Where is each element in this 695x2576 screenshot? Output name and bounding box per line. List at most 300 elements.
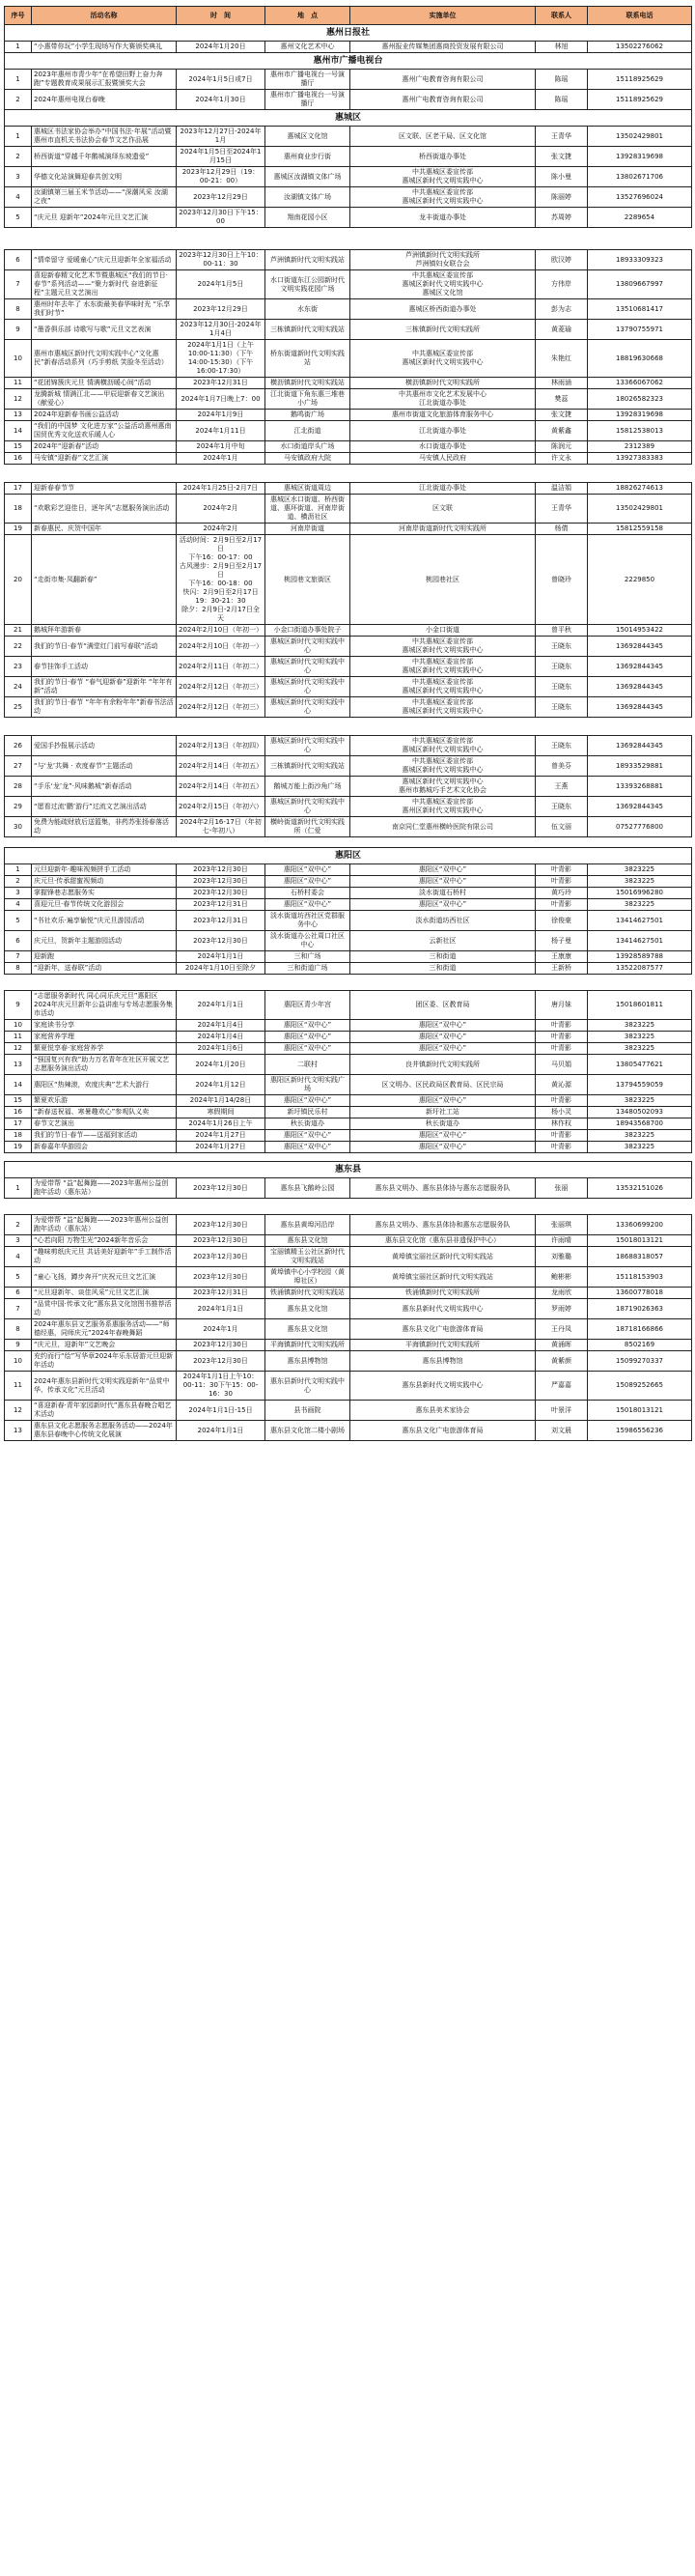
- activity-time: 2024年1月1日: [177, 991, 265, 1020]
- contact-person: 黄沁源: [536, 1075, 588, 1095]
- activity-time: 2023年12月30日-2024年1月4日: [177, 320, 265, 340]
- contact-person: 黄巧玲: [536, 888, 588, 899]
- row-no: 15: [5, 1095, 32, 1107]
- activity-name: 桥西街道“穿越千年鹅城演绎东坡遗爱”: [32, 147, 177, 167]
- organizer: 中共惠城区委宣传部 惠州区新时代文明实践中心: [350, 797, 536, 817]
- activity-name: 惠州时年去年了 水东街最美春华味时光 “乐享我们时节”: [32, 299, 177, 320]
- row-no: 1: [5, 70, 32, 90]
- table-row: [5, 90, 692, 110]
- organizer: 江北街道办事处: [350, 421, 536, 441]
- contact-phone: 18819630668: [588, 340, 692, 378]
- activity-time: 2023年12月30日: [177, 1215, 265, 1235]
- table-row: [5, 1340, 692, 1351]
- contact-phone: 15018013121: [588, 1235, 692, 1247]
- row-no: 4: [5, 187, 32, 208]
- activity-time: 2024年1月20日: [177, 1055, 265, 1075]
- activity-time: 2024年1月11日: [177, 421, 265, 441]
- contact-phone: 2312389: [588, 441, 692, 453]
- activity-place: 江北街道: [265, 421, 350, 441]
- organizer: 中共惠城区委宣传部 惠城区新时代文明实践中心: [350, 637, 536, 657]
- activity-name: 我们的节日·春节“满堂红门前写春联”活动: [32, 637, 177, 657]
- activity-name: “小惠带你玩”小学生现场写作大赛颁奖典礼: [32, 42, 177, 53]
- row-no: 11: [5, 1032, 32, 1043]
- contact-phone: 13692844345: [588, 657, 692, 677]
- contact-phone: 13502429801: [588, 495, 692, 524]
- contact-person: 龙雨欣: [536, 1288, 588, 1299]
- row-no: 1: [5, 127, 32, 147]
- table-row: [5, 378, 692, 389]
- activity-place: 桃园巷文旅街区: [265, 535, 350, 625]
- activity-place: 惠城区新时代文明实践中心: [265, 697, 350, 718]
- organizer: 中共惠城区委宣传部 惠城区新时代文明实践中心: [350, 736, 536, 756]
- contact-phone: 3823225: [588, 1043, 692, 1055]
- table-row: [5, 876, 692, 888]
- contact-phone: 3823225: [588, 1020, 692, 1032]
- organizer: 横沥镇新时代文明实践所: [350, 378, 536, 389]
- contact-phone: 13928589788: [588, 951, 692, 963]
- organizer: 中共惠城区委宣传部 惠城区新时代文明实践中心: [350, 187, 536, 208]
- page-gap: [5, 1153, 692, 1162]
- activity-time: 2024年2月14日（年初五）: [177, 756, 265, 777]
- organizer: 铁涌镇新时代文明实践所: [350, 1288, 536, 1299]
- activity-place: 三栋镇新时代文明实践站: [265, 756, 350, 777]
- table-body: [5, 25, 692, 1441]
- row-no: 28: [5, 777, 32, 797]
- organizer: 河南岸街道新时代文明实践所: [350, 524, 536, 535]
- activity-place: 惠城区文化馆: [265, 127, 350, 147]
- organizer: 中共惠城区委宣传部 惠城区新时代文明实践中心: [350, 677, 536, 697]
- activity-place: 惠东县新时代文明实践中心: [265, 1372, 350, 1401]
- contact-phone: 13790755971: [588, 320, 692, 340]
- page-gap: [5, 837, 692, 848]
- activity-name: 惠州市惠城区新时代文明实践中心“文化惠民”新春活动系列（巧手剪纸 笑脸冬至活动）: [32, 340, 177, 378]
- activity-place: 马安镇政府大院: [265, 453, 350, 465]
- contact-person: 叶景洋: [536, 1401, 588, 1421]
- activity-name: 龙腾新城 情满江北——甲辰迎新春文艺演出（献爱心）: [32, 389, 177, 410]
- organizer: 惠东县文化广电旅游体育局: [350, 1421, 536, 1441]
- contact-person: 彭为志: [536, 299, 588, 320]
- activity-place: 惠阳区“双中心”: [265, 899, 350, 911]
- contact-person: 王丹凤: [536, 1319, 588, 1340]
- contact-person: 严嘉嘉: [536, 1372, 588, 1401]
- activity-place: 惠阳区“双中心”: [265, 1142, 350, 1153]
- activity-name: 2024年惠州电视台春晚: [32, 90, 177, 110]
- table-row: [5, 1032, 692, 1043]
- activity-name: 新春嘉年华游园会: [32, 1142, 177, 1153]
- contact-phone: 13393268881: [588, 777, 692, 797]
- activity-name: “强国复兴有我”助力万名青年在社区开展文艺志愿服务演出活动: [32, 1055, 177, 1075]
- organizer: 中共惠城区委宣传部 惠城区新时代文明实践中心: [350, 340, 536, 378]
- activity-name: 庆元旦·传承甜蜜视频动: [32, 876, 177, 888]
- row-no: 3: [5, 888, 32, 899]
- organizer: 惠东县文明办、惠东县体协和惠东志愿服务队: [350, 1215, 536, 1235]
- activity-name: 2024年迎新春书画公益活动: [32, 410, 177, 421]
- activity-place: 淡水街道坊西社区党群服务中心: [265, 911, 350, 931]
- section-title: 惠阳区: [5, 848, 692, 864]
- row-no: 21: [5, 625, 32, 637]
- activity-place: 惠州商业步行街: [265, 147, 350, 167]
- table-row: [5, 951, 692, 963]
- header-contact: 联系人: [536, 7, 588, 25]
- header-activity-name: 活动名称: [32, 7, 177, 25]
- activity-time: 2024年1月1日-15日: [177, 1401, 265, 1421]
- contact-person: 王青华: [536, 127, 588, 147]
- organizer: 惠州报业传媒集团惠商投资发展有限公司: [350, 42, 536, 53]
- table-row: [5, 1372, 692, 1401]
- activity-time: 2024年1月27日: [177, 1130, 265, 1142]
- activity-name: 为爱带帮 “益”起舞跑——2023年惠州公益创跑年活动（惠东站）: [32, 1215, 177, 1235]
- activity-place: 惠阳区新时代文明实践广场: [265, 1075, 350, 1095]
- activity-name: 华德文化站演舞迎春共创文明: [32, 167, 177, 187]
- table-row: [5, 1299, 692, 1319]
- table-row: [5, 524, 692, 535]
- table-row: [5, 147, 692, 167]
- activity-place: 惠州文化艺术中心: [265, 42, 350, 53]
- activity-place: 河南岸街道: [265, 524, 350, 535]
- gap-cell: [5, 1153, 692, 1162]
- activity-place: 惠东县博物馆: [265, 1351, 350, 1372]
- activity-time: 2024年2月12日（年初三）: [177, 677, 265, 697]
- document-page: [4, 6, 691, 1441]
- section-header-row: [5, 25, 692, 42]
- organizer: 惠州广电教育咨询有限公司: [350, 70, 536, 90]
- activity-time: 2024年1月27日: [177, 1142, 265, 1153]
- activity-time: 2024年1月4日: [177, 1020, 265, 1032]
- contact-person: 徐俊豪: [536, 911, 588, 931]
- row-no: 12: [5, 1401, 32, 1421]
- activity-name: 爱国手抄报展示活动: [32, 736, 177, 756]
- activity-name: 2024年惠东县新时代文明实践迎新年“品赏中华、传承文化”元旦活动: [32, 1372, 177, 1401]
- table-row: [5, 899, 692, 911]
- organizer: 桥西街道办事处: [350, 147, 536, 167]
- table-row: [5, 864, 692, 876]
- section-header-row: [5, 1162, 692, 1178]
- row-no: 17: [5, 483, 32, 495]
- activity-place: 惠东县文化馆二楼小剧场: [265, 1421, 350, 1441]
- row-no: 17: [5, 1118, 32, 1130]
- activity-time: 2024年1月12日: [177, 1075, 265, 1095]
- contact-phone: 15118925629: [588, 70, 692, 90]
- activity-name: “元旦迎新年、谈佳风采”元旦文艺汇演: [32, 1288, 177, 1299]
- activity-name: 惠城区书法家协会举办“中国书法·年展”活动暨惠州市直机关书法协会春节文艺作品展: [32, 127, 177, 147]
- contact-phone: 3823225: [588, 899, 692, 911]
- activity-place: 横沥镇新时代文明实践站: [265, 378, 350, 389]
- activity-time: 2024年2月16-17日（年初七-年初八）: [177, 817, 265, 837]
- activity-place: 铁涌镇新时代文明实践站: [265, 1288, 350, 1299]
- contact-person: 王晓东: [536, 677, 588, 697]
- activity-name: 掌握锋巷志愿服务实: [32, 888, 177, 899]
- contact-person: 苏周婷: [536, 208, 588, 228]
- contact-person: 马贝娟: [536, 1055, 588, 1075]
- table-row: [5, 299, 692, 320]
- activity-place: 惠城区汝湖镇文体广场: [265, 167, 350, 187]
- activity-place: 三和街道广场: [265, 963, 350, 975]
- row-no: 18: [5, 495, 32, 524]
- header-organizer: 实施单位: [350, 7, 536, 25]
- contact-person: 张文捷: [536, 410, 588, 421]
- contact-phone: 15986556236: [588, 1421, 692, 1441]
- row-no: 2: [5, 147, 32, 167]
- table-row: [5, 1351, 692, 1372]
- organizer: 桃园巷社区: [350, 535, 536, 625]
- activity-time: 2024年1月30日: [177, 90, 265, 110]
- activity-name: 繁夏悦享春·家庭营养学: [32, 1043, 177, 1055]
- activity-place: 石桥村委会: [265, 888, 350, 899]
- contact-phone: 13927383383: [588, 453, 692, 465]
- activity-time: 2024年2月10日（年初一）: [177, 637, 265, 657]
- activity-time: 2024年1月26日上午: [177, 1118, 265, 1130]
- activity-name: 繁夏欢乐游: [32, 1095, 177, 1107]
- activity-place: 惠州市广播电视台一号演播厅: [265, 70, 350, 90]
- table-row: [5, 1401, 692, 1421]
- activity-time: 活动时间：2月9日至2月17日 下午16：00-17：00 古风漫步：2月9日至2月17日 下午16：00-18：00 快闪：2月9日至2月17日19：30-21：30 除夕：2月9日-2月17日全天: [177, 535, 265, 625]
- contact-phone: 13928319698: [588, 410, 692, 421]
- activity-time: 2023年12月27日-2024年1月: [177, 127, 265, 147]
- contact-person: 杨子曼: [536, 931, 588, 951]
- contact-phone: 13502429801: [588, 127, 692, 147]
- activity-place: 惠阳区“双中心”: [265, 1020, 350, 1032]
- contact-person: 杨倩: [536, 524, 588, 535]
- activity-name: 元旦迎新年·趣味视频拼手工活动: [32, 864, 177, 876]
- gap-cell: [5, 718, 692, 736]
- contact-person: 叶青影: [536, 1095, 588, 1107]
- organizer: 区文联: [350, 495, 536, 524]
- row-no: 29: [5, 797, 32, 817]
- organizer: 区文联、区老干局、区文化馆: [350, 127, 536, 147]
- organizer: 江北街道办事处: [350, 483, 536, 495]
- table-row: [5, 1421, 692, 1441]
- contact-person: 朱艳红: [536, 340, 588, 378]
- contact-phone: 13360699200: [588, 1215, 692, 1235]
- gap-cell: [5, 975, 692, 991]
- row-no: 6: [5, 931, 32, 951]
- section-header-row: [5, 848, 692, 864]
- activity-name: 充约而行“绘”写华章2024年乐东居游元旦迎新年活动: [32, 1351, 177, 1372]
- activity-name: 惠阳区“热辣滚，欢度庆典”艺术大游行: [32, 1075, 177, 1095]
- organizer: 惠阳区“双中心”: [350, 899, 536, 911]
- contact-person: 罗雨婷: [536, 1299, 588, 1319]
- organizer: 区文明办、区民政局区教育局、区民宗局: [350, 1075, 536, 1095]
- activity-name: 汝湖镇第三届玉米节活动——“深潮风采 汝湖之夜”: [32, 187, 177, 208]
- row-no: 2: [5, 876, 32, 888]
- table-row: [5, 1267, 692, 1288]
- activity-place: 翔南花园小区: [265, 208, 350, 228]
- organizer: 惠州广电教育咨询有限公司: [350, 90, 536, 110]
- organizer: 中共惠城区委宣传部 惠城区新时代文明实践中心: [350, 167, 536, 187]
- activity-place: 惠阳区“双中心”: [265, 1032, 350, 1043]
- activity-name: 庆元旦，贺新年主题游园活动: [32, 931, 177, 951]
- contact-phone: 13794559059: [588, 1075, 692, 1095]
- row-no: 16: [5, 1107, 32, 1118]
- row-no: 12: [5, 389, 32, 410]
- organizer: 良井镇新时代文明实践所: [350, 1055, 536, 1075]
- activity-name: “新春送祝福、寒暑趣欢心”参观队义卖: [32, 1107, 177, 1118]
- table-row: [5, 208, 692, 228]
- contact-person: 王燕: [536, 777, 588, 797]
- contact-person: 杨小灵: [536, 1107, 588, 1118]
- activity-time: 2024年1月5日或7日: [177, 70, 265, 90]
- contact-phone: 18933309323: [588, 250, 692, 270]
- contact-person: 黄紫鑫: [536, 421, 588, 441]
- contact-person: 曾美芬: [536, 756, 588, 777]
- activity-name: 喜迎新春精文化艺术节暨惠城区“我们的节日·春节”系列活动——“聚力新时代 奋进新征程”主题元旦文艺演出: [32, 270, 177, 299]
- row-no: 13: [5, 1421, 32, 1441]
- contact-person: 刘雅璐: [536, 1247, 588, 1267]
- page-gap: [5, 465, 692, 483]
- row-no: 23: [5, 657, 32, 677]
- page-gap: [5, 718, 692, 736]
- activity-name: 2024年“迎新春”活动: [32, 441, 177, 453]
- contact-person: 王康康: [536, 951, 588, 963]
- row-no: 22: [5, 637, 32, 657]
- table-row: [5, 421, 692, 441]
- activity-place: 三和广场: [265, 951, 350, 963]
- activity-name: “书社欢乐·遍享愉悦”庆元旦游园活动: [32, 911, 177, 931]
- activity-time: 2024年2月10日（年初一）: [177, 625, 265, 637]
- contact-phone: 15018013121: [588, 1401, 692, 1421]
- section-header-row: [5, 110, 692, 127]
- row-no: 5: [5, 208, 32, 228]
- table-row: [5, 495, 692, 524]
- row-no: 16: [5, 453, 32, 465]
- row-no: 9: [5, 1340, 32, 1351]
- row-no: 7: [5, 270, 32, 299]
- activity-time: 2024年2月13日（年初四）: [177, 736, 265, 756]
- activity-place: 惠州市广播电视台一号演播厅: [265, 90, 350, 110]
- activity-name: 为爱带帮 “益”起舞跑——2023年惠州公益创跑年活动（惠东站）: [32, 1178, 177, 1199]
- activity-time: 2024年1月25日-2月7日: [177, 483, 265, 495]
- activity-time: 2023年12月30日下午15：00: [177, 208, 265, 228]
- activity-place: 水口街道岸头广场: [265, 441, 350, 453]
- row-no: 25: [5, 697, 32, 718]
- activity-place: 惠阳区“双中心”: [265, 876, 350, 888]
- activity-place: 惠阳区“双中心”: [265, 1095, 350, 1107]
- organizer: 团区委、区教育局: [350, 991, 536, 1020]
- contact-phone: 15016996280: [588, 888, 692, 899]
- activity-name: “喜迎新春·青年家园新时代”惠东县春晚合唱艺术活动: [32, 1401, 177, 1421]
- activity-name: “花团锦簇庆元旦 情满横沥暖心间”活动: [32, 378, 177, 389]
- table-row: [5, 1215, 692, 1235]
- activity-time: 2023年12月30日: [177, 1340, 265, 1351]
- contact-phone: 18943568700: [588, 1118, 692, 1130]
- activity-time: 2024年1月14/28日: [177, 1095, 265, 1107]
- contact-person: 林旭: [536, 42, 588, 53]
- activity-place: 秋长街道办: [265, 1118, 350, 1130]
- table-row: [5, 389, 692, 410]
- section-title: 惠城区: [5, 110, 692, 127]
- activity-time: 2024年1月6日: [177, 1043, 265, 1055]
- organizer: 秋长街道办: [350, 1118, 536, 1130]
- row-no: 1: [5, 42, 32, 53]
- activity-name: “欢歌彩艺迎佳日，逐年风”志愿服务演出活动: [32, 495, 177, 524]
- activity-time: 2024年1月9日: [177, 410, 265, 421]
- section-header-row: [5, 53, 692, 70]
- table-row: [5, 42, 692, 53]
- row-no: 27: [5, 756, 32, 777]
- contact-phone: 15118925629: [588, 90, 692, 110]
- row-no: 13: [5, 410, 32, 421]
- contact-phone: 3823225: [588, 1032, 692, 1043]
- table-row: [5, 625, 692, 637]
- contact-phone: 13480502093: [588, 1107, 692, 1118]
- row-no: 3: [5, 167, 32, 187]
- organizer: 云新社区: [350, 931, 536, 951]
- contact-phone: 3823225: [588, 1130, 692, 1142]
- contact-person: 叶青影: [536, 876, 588, 888]
- organizer: 黄埠镇宝丽社区新时代文明实践站: [350, 1267, 536, 1288]
- activity-place: 芦洲镇新时代文明实践站: [265, 250, 350, 270]
- table-header-row: [5, 7, 692, 25]
- header-phone: 联系电话: [588, 7, 692, 25]
- table-row: [5, 888, 692, 899]
- contact-person: 叶青影: [536, 1020, 588, 1032]
- row-no: 20: [5, 535, 32, 625]
- organizer: 惠城区新时代文明实践中心 惠州市鹅城巧手艺术文化协会: [350, 777, 536, 797]
- row-no: 4: [5, 899, 32, 911]
- organizer: 惠东县新时代文明实践中心: [350, 1372, 536, 1401]
- activity-time: 2024年1月1日: [177, 1421, 265, 1441]
- activity-name: “品赏中国·传承文化”惠东县文化馆图书推荐活动: [32, 1299, 177, 1319]
- table-row: [5, 797, 692, 817]
- organizer: 惠阳区“双中心”: [350, 1130, 536, 1142]
- activity-time: 2024年1月5日: [177, 270, 265, 299]
- table-row: [5, 1075, 692, 1095]
- activity-name: 我们的节日·春节 “春气迎新春”迎新年 “年年有新”活动: [32, 677, 177, 697]
- table-row: [5, 410, 692, 421]
- activity-place: 桥东街道新时代文明实践站: [265, 340, 350, 378]
- contact-person: 许文永: [536, 453, 588, 465]
- contact-person: 许雨晴: [536, 1235, 588, 1247]
- activity-name: “我们的中国梦 文化进万家”公益活动惠州惠南国贸优秀文化送欢乐暖人心: [32, 421, 177, 441]
- activity-place: 惠东县黄埠河沿岸: [265, 1215, 350, 1235]
- activity-time: 2024年2月15日（年初六）: [177, 797, 265, 817]
- organizer: 中共惠城区委宣传部 惠城区新时代文明实践中心: [350, 697, 536, 718]
- row-no: 1: [5, 864, 32, 876]
- table-row: [5, 963, 692, 975]
- activity-time: 2024年1月: [177, 453, 265, 465]
- contact-phone: 18026582323: [588, 389, 692, 410]
- row-no: 8: [5, 1319, 32, 1340]
- activity-time: 2023年12月30日: [177, 888, 265, 899]
- contact-person: 伍文丽: [536, 817, 588, 837]
- row-no: 18: [5, 1130, 32, 1142]
- activity-name: 我们的节日·春节 “年年有余粉年年”新春书法活动: [32, 697, 177, 718]
- contact-phone: 15014953422: [588, 625, 692, 637]
- contact-person: 叶青影: [536, 899, 588, 911]
- activity-time: 2023年12月30日: [177, 1235, 265, 1247]
- contact-phone: 13692844345: [588, 736, 692, 756]
- row-no: 15: [5, 441, 32, 453]
- activity-time: 2024年1月5日至2024年1月15日: [177, 147, 265, 167]
- contact-person: 樊蕊: [536, 389, 588, 410]
- gap-cell: [5, 465, 692, 483]
- header-time: 时 间: [177, 7, 265, 25]
- activity-name: “童心飞扬，蹲步奔开”庆祝元旦文艺汇演: [32, 1267, 177, 1288]
- contact-phone: 3823225: [588, 864, 692, 876]
- activity-time: 寒假期间: [177, 1107, 265, 1118]
- contact-phone: 8502169: [588, 1340, 692, 1351]
- contact-person: 陈瑶: [536, 70, 588, 90]
- contact-phone: 13600778018: [588, 1288, 692, 1299]
- table-row: [5, 1118, 692, 1130]
- row-no: 30: [5, 817, 32, 837]
- activity-time: 2024年1月7日晚上7：00: [177, 389, 265, 410]
- activity-time: 2023年12月30日上午10：00-11：30: [177, 250, 265, 270]
- contact-person: 张文捷: [536, 147, 588, 167]
- contact-phone: 15099270337: [588, 1351, 692, 1372]
- activity-time: 2023年12月30日: [177, 1351, 265, 1372]
- table-row: [5, 697, 692, 718]
